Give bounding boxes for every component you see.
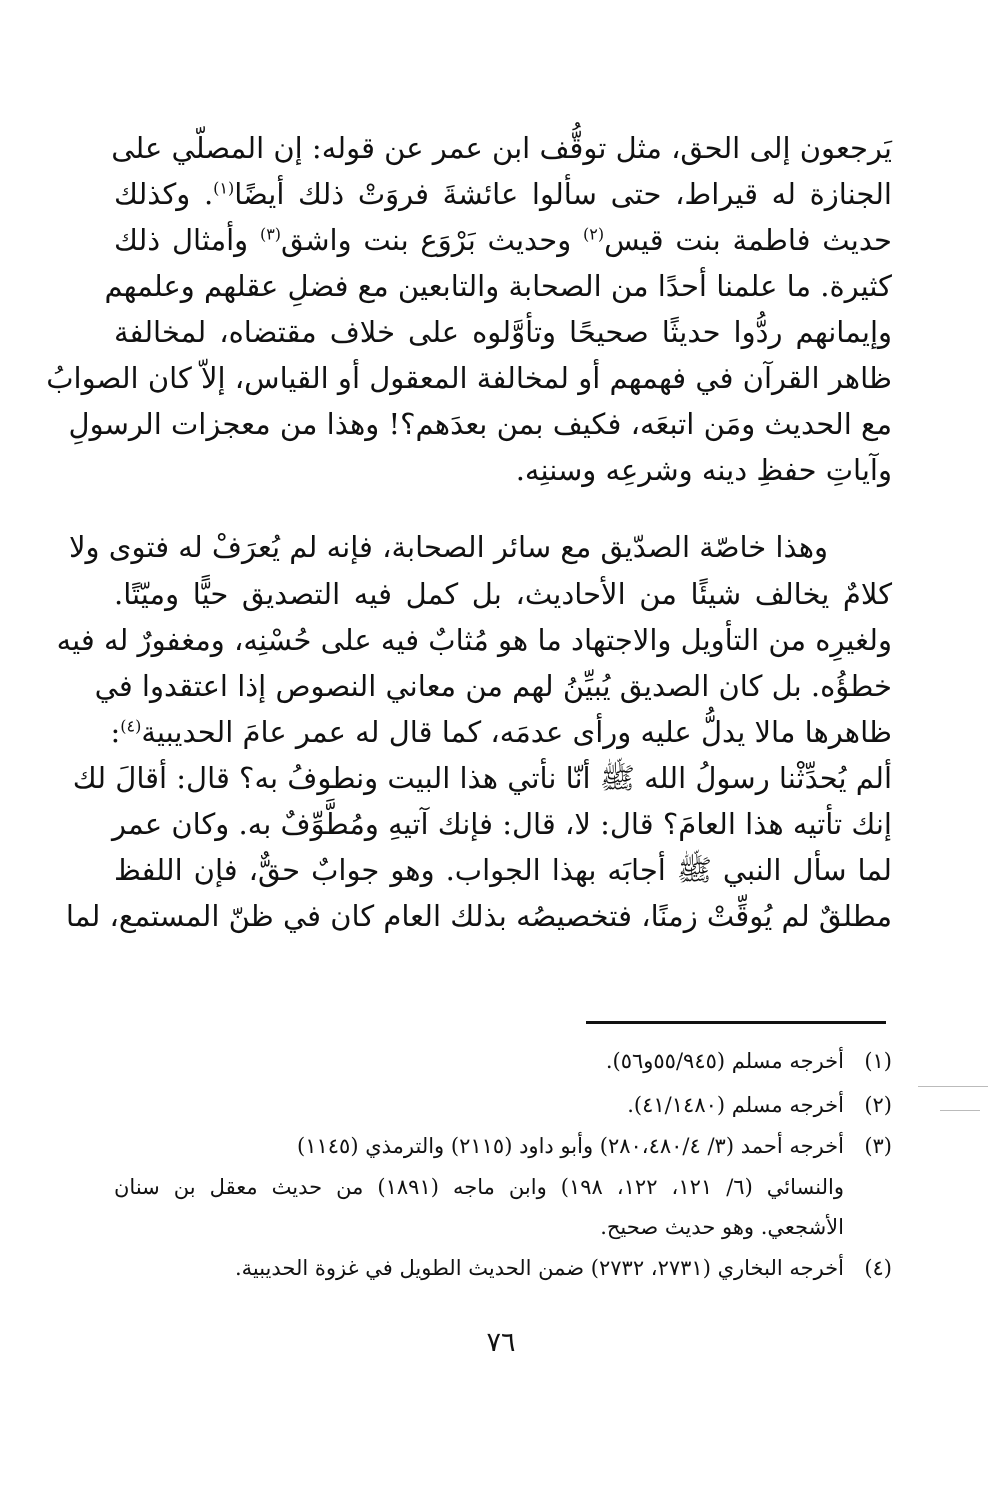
body-line: ظاهر القرآن في فهمهم أو لمخالفة المعقول أو القياس، إلاّ كان الصوابُ xyxy=(46,361,892,395)
body-line: الجنازة له قيراط، حتى سألوا عائشةَ فروَتْ ذلك أيضًا$^{(١)}$. وكذلك xyxy=(114,177,892,211)
footnote-ref[interactable]: (٣) xyxy=(259,224,282,244)
body-line: إنك تأتيه هذا العامَ؟ قال: لا، قال: فإنك آتيهِ ومُطَّوِّفٌ به. وكان عمر xyxy=(112,807,892,841)
body-line: وإيمانهم ردُّوا حديثًا صحيحًا وتأوَّلوه على خلاف مقتضاه، لمخالفة xyxy=(114,315,892,349)
body-line: مطلقٌ لم يُوقِّتْ زمنًا، فتخصيصُه بذلك العام كان في ظنّ المستمع، لما xyxy=(65,899,892,933)
body-line: ولغيرِه من التأويل والاجتهاد ما هو مُثابٌ فيه على حُسْنِه، ومغفورٌ له فيه xyxy=(56,623,892,657)
footnote-text: أخرجه مسلم (٤١/١٤٨٠). xyxy=(627,1093,844,1117)
body-line: مع الحديث ومَن اتبعَه، فكيف بمن بعدَهم؟! وهذا من معجزات الرسولِ xyxy=(68,407,892,441)
footnote-ref[interactable]: (٢) xyxy=(582,224,605,244)
page-number: ٧٦ xyxy=(486,1327,516,1358)
footnote-number: (٤) xyxy=(864,1256,892,1280)
body-line: وهذا خاصّة الصدّيق مع سائر الصحابة، فإنه لم يُعرَفْ له فتوى ولا xyxy=(69,530,828,564)
footnote-text: أخرجه مسلم (٥٥/٩٤٥و٥٦). xyxy=(605,1049,844,1073)
footnote-number: (١) xyxy=(864,1049,892,1073)
footnote-separator xyxy=(586,1021,886,1024)
body-line: ظاهرها مالا يدلُّ عليه ورأى عدمَه، كما قال له عمر عامَ الحديبية$^{(٤)}$: xyxy=(110,715,892,749)
body-line: كلامٌ يخالف شيئًا من الأحاديث، بل كمل فيه التصديق حيًّا وميّتًا. xyxy=(114,577,892,611)
scan-mark xyxy=(918,1086,988,1087)
body-line: ألم يُحدِّثْنا رسولُ الله ﷺ أنّا نأتي هذا البيت ونطوفُ به؟ قال: أقالَ لك xyxy=(72,761,892,795)
body-line: يَرجعون إلى الحق، مثل توقُّف ابن عمر عن قوله: إن المصلّي على xyxy=(111,131,892,165)
footnote-ref[interactable]: (١) xyxy=(213,178,235,198)
footnote-ref[interactable]: (٤) xyxy=(120,716,142,736)
footnote-number: (٢) xyxy=(864,1093,892,1117)
footnote-3-cont: الأشجعي. وهو حديث صحيح. xyxy=(600,1215,844,1239)
footnote-text: أخرجه البخاري (٢٧٣١، ٢٧٣٢) ضمن الحديث الطويل في غزوة الحديبية. xyxy=(234,1256,844,1280)
body-line: خطؤُه. بل كان الصديق يُبيِّنُ لهم من معاني النصوص إذا اعتقدوا في xyxy=(94,669,892,703)
body-line: حديث فاطمة بنت قيس$^{(٢)}$ وحديث بَرْوَع بنت واشق$^{(٣)}$ وأمثال ذلك xyxy=(114,223,892,257)
footnote-1 xyxy=(114,1046,892,1080)
footnote-text: أخرجه أحمد (٣/ ٢٨٠،٤٨٠/٤) وأبو داود (٢١١٥) والترمذي (١١٤٥) xyxy=(297,1134,844,1158)
body-line: وآياتِ حفظِ دينه وشرعِه وسننِه. xyxy=(515,453,892,487)
footnote-3-cont: والنسائي (٦/ ١٢١، ١٢٢، ١٩٨) وابن ماجه (١٨٩١) من حديث معقل بن سنان xyxy=(114,1175,844,1199)
scan-mark xyxy=(940,1110,980,1111)
footnote-number: (٣) xyxy=(864,1134,892,1158)
footnote-4 xyxy=(114,1253,892,1287)
footnote-3 xyxy=(114,1131,892,1165)
body-line: لما سأل النبي ﷺ أجابَه بهذا الجواب. وهو جوابٌ حقٌّ، فإن اللفظ xyxy=(114,853,892,887)
body-line: كثيرة. ما علمنا أحدًا من الصحابة والتابعين مع فضلِ عقلهم وعلمهم xyxy=(104,269,892,303)
footnote-2 xyxy=(114,1090,892,1124)
